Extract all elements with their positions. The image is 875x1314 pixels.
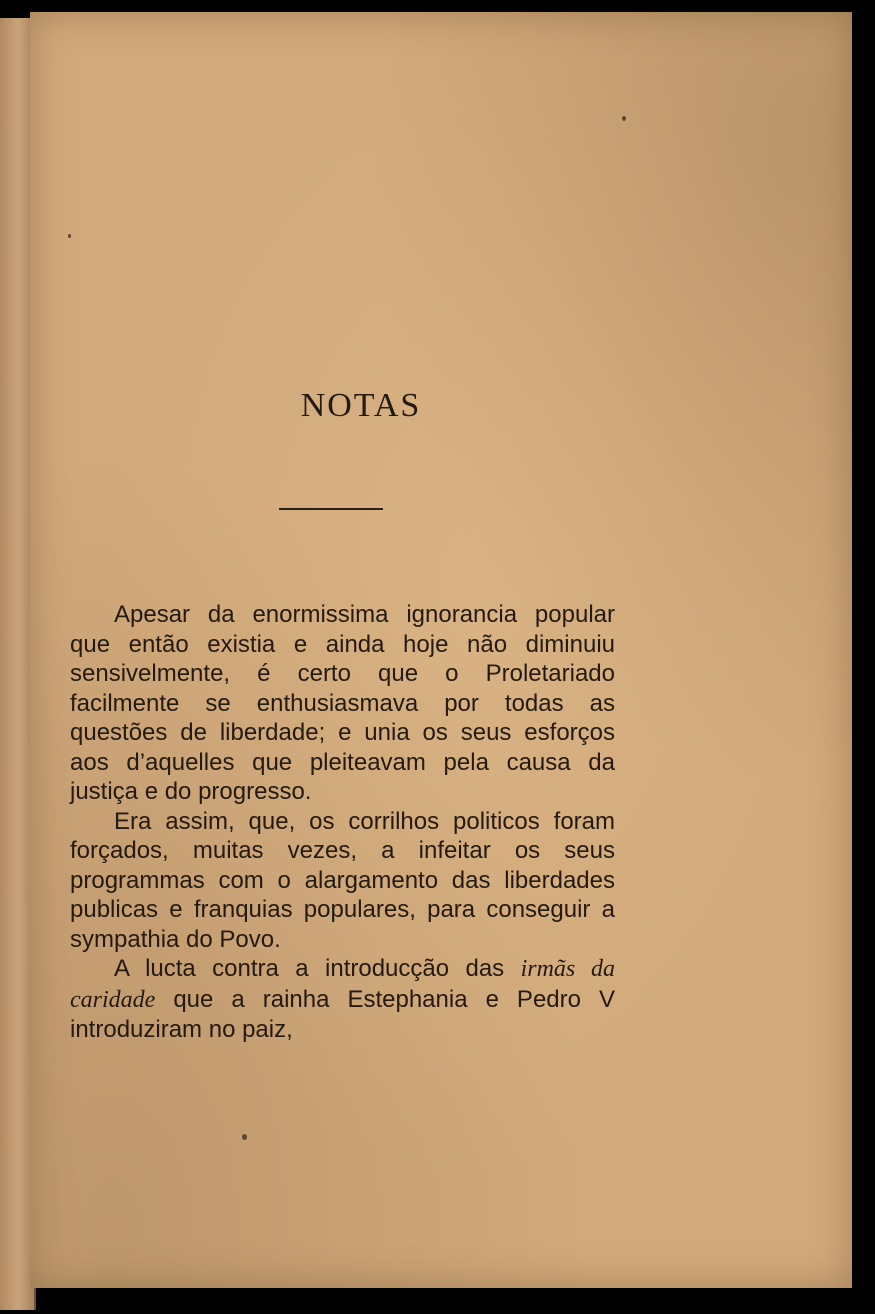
italic-phrase: irmãs da caridade [70,956,615,1013]
paragraph-2: Era assim, que, os corrilhos politicos foram forçados, muitas vezes, a infeitar os seus programmas com o alargamento das liberdades publicas e franquias populares, para conseguir a sympathia do Povo. [70,807,615,953]
paragraph-3 [70,954,615,1045]
notes-body [70,600,615,1045]
paragraph-3-start: A lucta contra a introducção das [114,955,521,982]
paragraph-3-end: que a rainha Estephania e Pedro V introduziram no paiz, [70,985,615,1043]
title-divider [279,508,383,510]
paper-speck [622,116,626,121]
book-page [30,12,852,1288]
paragraph-1: Apesar da enormissima ignorancia popular que então existia e ainda hoje não diminuiu sensivelmente, é certo que o Proletariado facilmente se enthusiasmava por todas as questões de liberdade; e unia os seus esforços aos d’aquelles que pleiteavam pela causa da justiça e do progresso. [70,601,615,805]
page-title: NOTAS [300,387,422,424]
paper-speck [68,234,71,238]
paper-speck [242,1134,247,1140]
